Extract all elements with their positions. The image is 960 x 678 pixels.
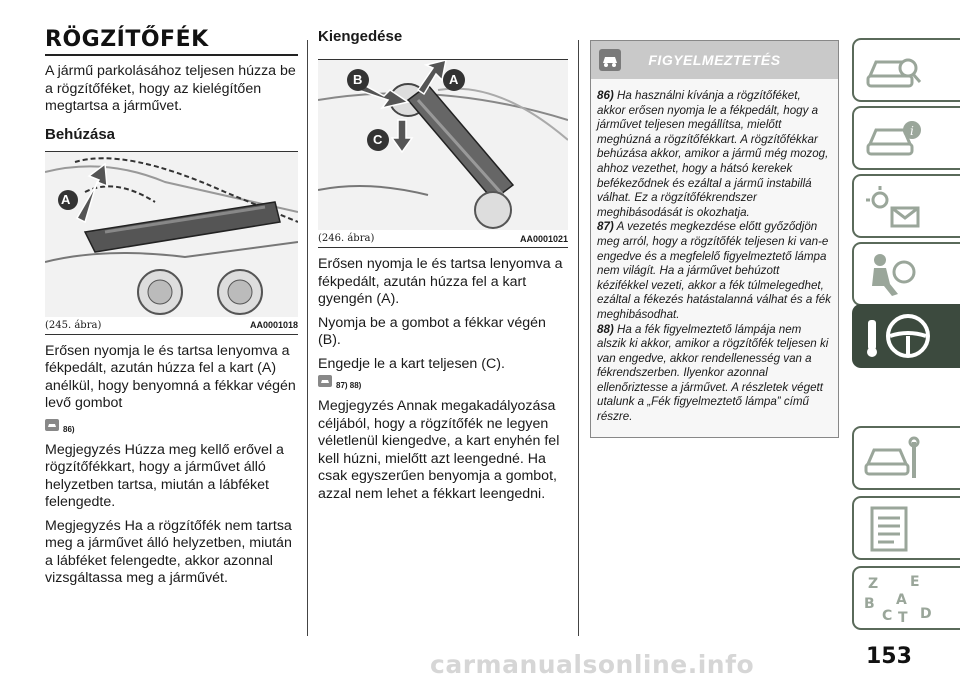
figure-246 [318, 60, 568, 230]
column-divider-1 [307, 40, 308, 636]
figure-code: AA0001021 [519, 233, 568, 244]
figure-label-c: C [373, 132, 383, 147]
intro-paragraph: A jármű parkolásához teljesen húzza be a rögzítőféket, hogy az kielégítően megtartsa a járművet. [45, 63, 296, 114]
watermark: carmanualsonline.info [430, 650, 755, 678]
svg-text:E: E [910, 574, 920, 590]
warning-reference-86 [45, 419, 298, 434]
svg-text:T: T [898, 610, 908, 626]
warning-car-icon [599, 49, 621, 71]
warning-item-text: Ha használni kívánja a rögzítőféket, akkor erősen nyomja le a fékpedált, hogy a járművet teljesen megállítsa, mielőtt meghúzná a rögzítőfékkart. A rögzítőfékkar behúzása akkor, amikor a jármű még mozog, ahhoz vezethet, hogy a hátsó kerekek befékeződnek és ezáltal a jármű instabillá válhat. Ez a rögzítőfékrendszer meghibásodását is okozhatja. [597, 89, 829, 219]
engage-note-1: Megjegyzés Húzza meg kellő erővel a rögzítőfékkart, hogy a járművet álló helyzetben tartsa, miután a lábféket felengedte. [45, 441, 284, 510]
warning-reference-number: 86) [63, 424, 75, 434]
warning-title: FIGYELMEZTETÉS [648, 52, 781, 68]
warning-item-number: 86) [597, 89, 614, 102]
svg-text:Z: Z [868, 576, 879, 592]
warning-car-icon [318, 375, 332, 387]
car-info-icon [864, 114, 924, 164]
car-search-icon [864, 46, 924, 96]
warning-item-number: 88) [597, 322, 614, 336]
tab-airbag-person[interactable] [852, 242, 960, 306]
figure-code: AA0001018 [249, 320, 298, 330]
figure-number: (245. ábra) [45, 319, 102, 331]
page-number: 153 [866, 644, 912, 669]
tab-document-list[interactable] [852, 496, 960, 560]
release-paragraph-3: Engedje le a kart teljesen (C). [318, 355, 505, 372]
warning-item [597, 89, 832, 220]
warning-car-icon [45, 419, 59, 431]
warning-reference-number: 87) 88) [336, 381, 362, 390]
figure-label-b: B [353, 72, 363, 87]
handbrake-engage-illustration [45, 152, 298, 317]
alphabet-index-icon [864, 574, 934, 626]
svg-text:A: A [896, 592, 907, 608]
column-middle [318, 28, 568, 509]
tab-steering-wheel-key[interactable] [852, 304, 960, 368]
warning-header [591, 41, 838, 79]
tab-car-search[interactable] [852, 38, 960, 102]
svg-text:i: i [910, 124, 914, 138]
tab-dashboard-lights[interactable] [852, 174, 960, 238]
warning-reference-87-88 [318, 375, 568, 390]
warning-item-text: A vezetés megkezdése előtt győződjön meg arról, hogy a rögzítőfék teljesen ki van-e engedve és a megfelelő figyelmeztető lámpa nem világít. Ha a járművet behúzott kézifékkel vezeti, akkor a fék túlmelegedhet, ezáltal a fékezés hatástalanná válhat és a fék meghibásodhat. [597, 220, 831, 321]
tab-car-info[interactable] [852, 106, 960, 170]
tab-alphabet-index[interactable] [852, 566, 960, 630]
release-paragraph-1: Erősen nyomja le és tartsa lenyomva a fékpedált, azután húzza fel a kart gyengén (A). [318, 256, 563, 307]
warning-body [591, 79, 838, 437]
column-right [590, 40, 839, 438]
warning-item-text: Ha a fék figyelmeztető lámpája nem alszik ki akkor, amikor a rögzítőfék teljesen ki van engedve, akkor rendellenesség van a fékrendszerben. Ilyenkor azonnal ellenőriztesse a járművet. A részletek végett utalunk a „Fék figyelmeztető lámpa” című részre. [597, 322, 829, 424]
airbag-person-icon [864, 250, 924, 300]
car-tools-icon [864, 434, 924, 484]
title-rule [45, 54, 298, 56]
steering-wheel-key-icon [864, 312, 944, 364]
dashboard-lights-icon [864, 182, 924, 232]
engage-note-2: Megjegyzés Ha a rögzítőfék nem tartsa meg a járművet álló helyzetben, miután a lábféket felengedte, akkor azonnal vizsgáltassa meg a járművét. [45, 517, 292, 586]
svg-text:C: C [882, 608, 893, 624]
warning-item [597, 323, 832, 425]
figure-number: (246. ábra) [318, 233, 375, 244]
page-title: RÖGZÍTŐFÉK [45, 27, 209, 52]
document-list-icon [864, 504, 924, 554]
column-left [45, 28, 298, 594]
svg-text:D: D [920, 606, 932, 622]
release-paragraph-2: Nyomja be a gombot a fékkar végén (B). [318, 314, 546, 348]
column-divider-2 [578, 40, 579, 636]
tab-car-tools[interactable] [852, 426, 960, 490]
figure-245 [45, 152, 298, 317]
figure-label-a: A [449, 72, 459, 87]
warning-item [597, 220, 832, 322]
warning-box [590, 40, 839, 438]
release-note: Megjegyzés Annak megakadályozása céljából, hogy a rögzítőfék ne legyen véletlenül kiengedve, a kart enyhén fel kell húzni, mielőtt azt leengedné. Ha csak egyszerűen benyomja a gombot, azzal nem lehet a fékkart leengedni. [318, 398, 560, 502]
engage-heading: Behúzása [45, 125, 116, 143]
figure-caption-246 [318, 230, 568, 248]
warning-item-number: 87) [597, 220, 614, 234]
release-heading: Kiengedése [318, 28, 403, 45]
engage-paragraph: Erősen nyomja le és tartsa lenyomva a fékpedált, azután húzza fel a kart (A) anélkül, hogy benyomná a fékkar végén levő gombot [45, 342, 296, 411]
svg-text:B: B [864, 596, 875, 612]
figure-caption-245 [45, 317, 298, 335]
figure-label-a: A [61, 191, 71, 207]
